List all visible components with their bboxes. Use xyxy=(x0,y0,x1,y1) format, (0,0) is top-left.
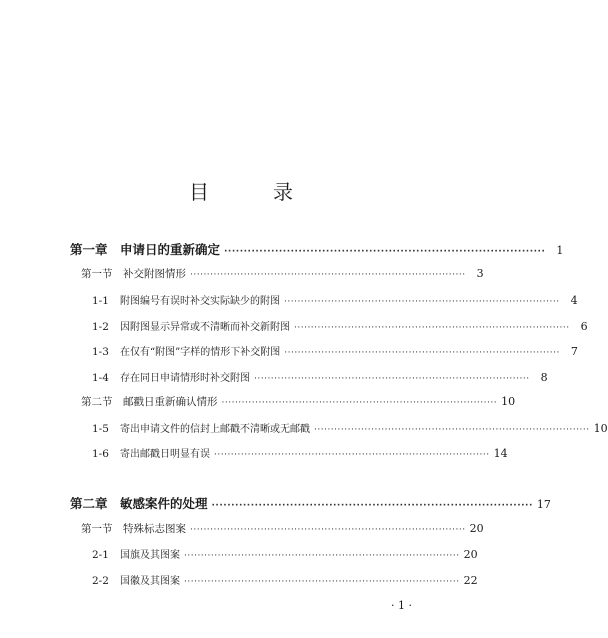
page-ref: 3 xyxy=(476,267,484,280)
page-ref: 20 xyxy=(469,522,484,535)
chapter-title: 敏感案件的处理 xyxy=(120,496,208,511)
item-title: 附图编号有误时补交实际缺少的附图 xyxy=(120,296,280,307)
leader-dots: ·················································································· xyxy=(284,348,560,358)
item-title: 国旗及其图案 xyxy=(120,550,180,561)
leader-dots: ·················································································· xyxy=(254,374,530,384)
page-ref: 22 xyxy=(463,574,478,587)
toc-item-1-3[interactable] xyxy=(0,343,578,361)
leader-dots: ·················································································· xyxy=(221,398,498,408)
section-title: 邮戳日重新确认情形 xyxy=(123,396,218,408)
page-ref: 20 xyxy=(463,548,478,561)
item-number: 1-1 xyxy=(92,295,109,307)
toc-section-1-1[interactable] xyxy=(0,266,482,284)
leader-dots: ·················································································· xyxy=(314,425,590,435)
page-ref: 10 xyxy=(501,395,516,408)
leader-dots: ·················································································· xyxy=(211,501,533,511)
section-number: 第一节 xyxy=(81,523,113,535)
leader-dots: ·················································································· xyxy=(184,577,460,587)
toc-item-2-1[interactable] xyxy=(0,546,482,564)
item-number: 1-6 xyxy=(92,448,109,460)
page-ref: 1 xyxy=(556,244,564,257)
item-title: 因附图显示异常或不清晰而补交新附图 xyxy=(120,322,290,333)
toc-section-2-1[interactable] xyxy=(0,521,482,539)
leader-dots: ·················································································· xyxy=(190,270,466,280)
section-number: 第一节 xyxy=(81,268,113,280)
leader-dots: ·················································································· xyxy=(184,551,460,561)
leader-dots: ·················································································· xyxy=(294,323,570,333)
toc-item-1-1[interactable] xyxy=(0,292,578,310)
page-ref: 8 xyxy=(540,371,548,384)
item-title: 在仅有“附图”字样的情形下补交附图 xyxy=(120,347,281,358)
page-ref: 4 xyxy=(570,294,578,307)
item-number: 1-5 xyxy=(92,423,109,435)
toc-chapter-2[interactable] xyxy=(0,494,551,512)
toc-item-1-6[interactable] xyxy=(0,445,508,463)
section-title: 特殊标志图案 xyxy=(123,523,186,535)
leader-dots: ·················································································· xyxy=(224,247,546,257)
page-ref: 6 xyxy=(580,320,588,333)
item-title: 寄出邮戳日明显有误 xyxy=(120,449,210,460)
item-number: 2-1 xyxy=(92,549,109,561)
chapter-title: 申请日的重新确定 xyxy=(120,242,221,257)
toc-item-1-5[interactable] xyxy=(0,420,608,438)
toc-item-1-2[interactable] xyxy=(0,318,588,336)
toc-item-1-4[interactable] xyxy=(0,369,548,387)
item-number: 1-2 xyxy=(92,321,109,333)
item-title: 寄出申请文件的信封上邮戳不清晰或无邮戳 xyxy=(120,424,310,435)
item-number: 1-4 xyxy=(92,372,109,384)
page-ref: 17 xyxy=(536,498,551,511)
leader-dots: ·················································································· xyxy=(214,450,490,460)
chapter-number: 第二章 xyxy=(70,496,108,511)
chapter-number: 第一章 xyxy=(70,242,108,257)
item-number: 1-3 xyxy=(92,346,109,358)
page-number: · 1 · xyxy=(391,599,412,612)
section-number: 第二节 xyxy=(81,396,113,408)
toc-section-1-2[interactable] xyxy=(0,394,516,412)
page-ref: 10 xyxy=(593,422,608,435)
page-title: 目 录 xyxy=(189,180,315,204)
page-ref: 7 xyxy=(570,345,578,358)
toc-item-2-2[interactable] xyxy=(0,572,482,590)
toc-chapter-1[interactable] xyxy=(0,240,564,258)
item-title: 存在同日申请情形时补交附图 xyxy=(120,373,250,384)
leader-dots: ·················································································· xyxy=(190,525,466,535)
item-number: 2-2 xyxy=(92,575,109,587)
section-title: 补交附图情形 xyxy=(123,268,186,280)
leader-dots: ·················································································· xyxy=(284,297,560,307)
item-title: 国徽及其图案 xyxy=(120,576,180,587)
page-ref: 14 xyxy=(493,447,508,460)
